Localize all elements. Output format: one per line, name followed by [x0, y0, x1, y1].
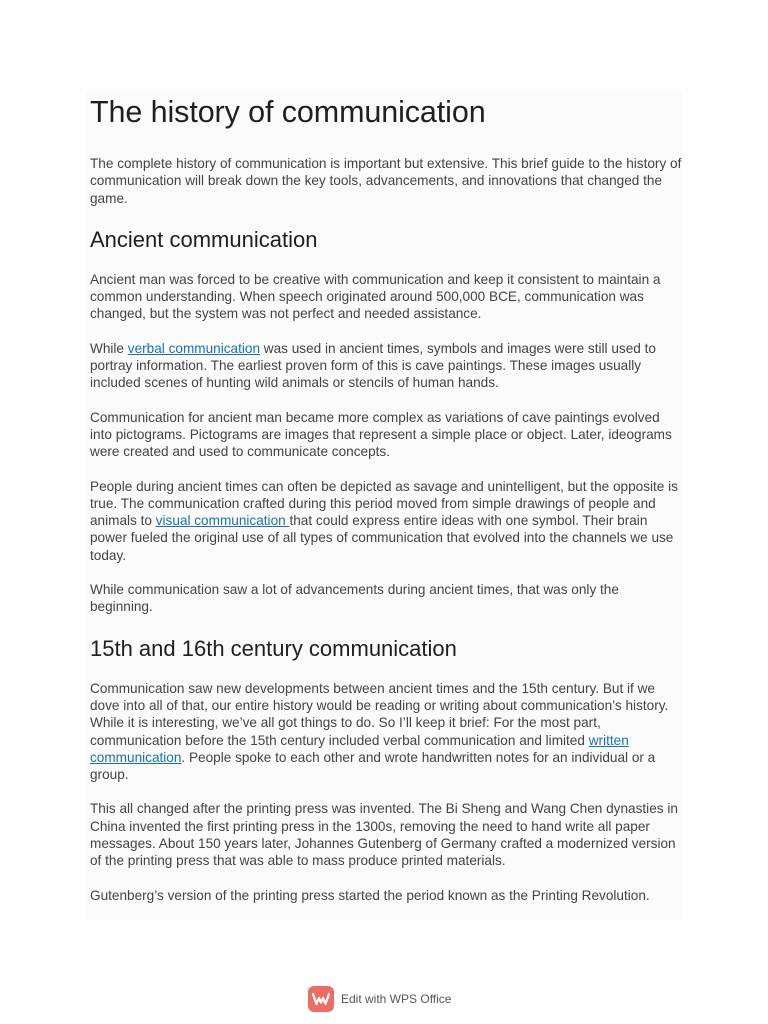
ancient-paragraph-4-start: People during ancient times can often be depicted as savage and unintelligent, but the opposite is true. The communication crafted during this period moved from simple drawings of people and animals to	[90, 478, 678, 529]
visual-communication-link[interactable]: visual communication	[155, 513, 290, 529]
document-title: The history of communication	[90, 95, 486, 129]
written-communication-link[interactable]: written communication	[90, 732, 629, 765]
century-paragraph-1-end: . People spoke to each other and wrote handwritten notes for an individual or a group.	[90, 749, 656, 783]
edit-with-wps-office-badge[interactable]	[308, 985, 451, 1013]
ancient-paragraph-3: Communication for ancient man became more complex as variations of cave paintings evolved into pictograms. Pictograms are images that represent a simple place or object. Later, ideograms were created and used to communicate concepts.	[90, 409, 672, 460]
document-content	[90, 92, 682, 921]
century-paragraph-1-start: Communication saw new developments between ancient times and the 15th century. But if we dove into all of that, our entire history would be reading or writing about communication’s history. While it is interesting, we’ve all got things to do. So I’ll keep it brief: For the most part, communication before the 15th century included verbal communication and limited	[90, 680, 669, 748]
ancient-paragraph-4	[90, 478, 682, 564]
century-paragraph-1	[90, 680, 682, 784]
century-paragraph-3: Gutenberg’s version of the printing press started the period known as the Printing Revolution.	[90, 887, 650, 903]
verbal-communication-link[interactable]: verbal communication	[127, 340, 261, 356]
ancient-paragraph-1: Ancient man was forced to be creative with communication and keep it consistent to maintain a common understanding. When speech originated around 500,000 BCE, communication was changed, but the system was not perfect and needed assistance.	[90, 271, 661, 322]
ancient-paragraph-4-end: that could express entire ideas with one symbol. Their brain power fueled the original use of all types of communication that evolved into the channels we use today.	[90, 513, 674, 563]
wps-office-logo-icon	[308, 986, 334, 1012]
15th-16th-century-heading: 15th and 16th century communication	[90, 635, 457, 661]
century-paragraph-2: This all changed after the printing press was invented. The Bi Sheng and Wang Chen dynasties in China invented the first printing press in the 1300s, removing the need to hand write all paper messages. About 150 years later, Johannes Gutenberg of Germany crafted a modernized version of the printing press that was able to mass produce printed materials.	[90, 801, 678, 869]
ancient-paragraph-2	[90, 340, 682, 392]
edit-with-wps-office-label: Edit with WPS Office	[341, 992, 452, 1006]
ancient-paragraph-5: While communication saw a lot of advancements during ancient times, that was only the beginning.	[90, 582, 619, 615]
intro-paragraph: The complete history of communication is important but extensive. This brief guide to the history of communication will break down the key tools, advancements, and innovations that changed the game.	[90, 156, 682, 206]
ancient-communication-heading: Ancient communication	[90, 226, 318, 252]
ancient-paragraph-2-end: was used in ancient times, symbols and images were still used to portray information. The earliest proven form of this is cave paintings. These images usually included scenes of hunting wild animals or stencils of human hands.	[90, 340, 656, 391]
ancient-paragraph-2-start: While	[90, 340, 128, 356]
